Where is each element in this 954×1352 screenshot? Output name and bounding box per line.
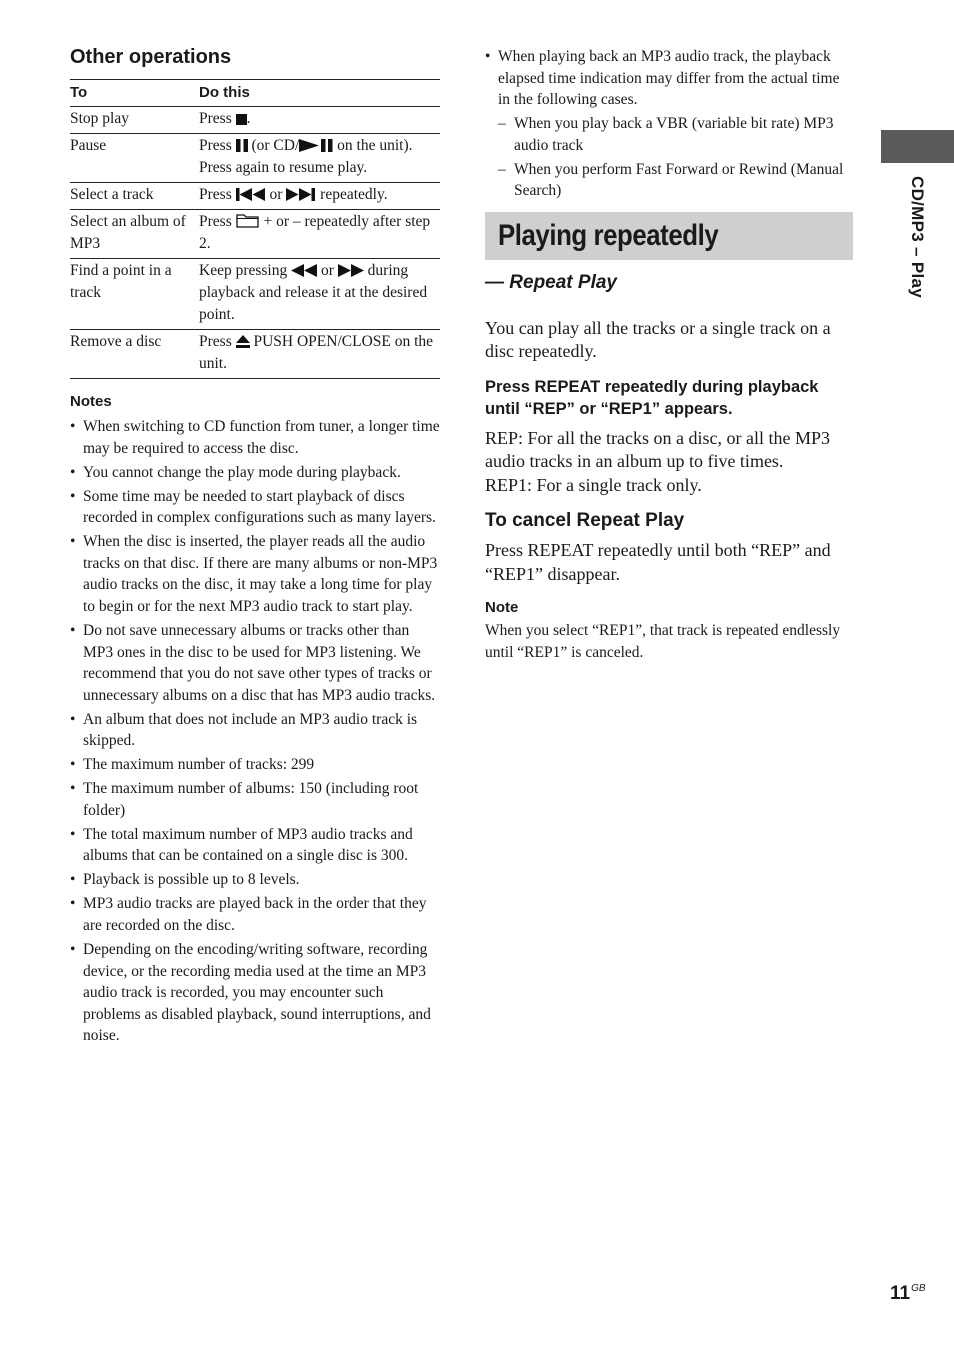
rep-description: REP: For all the tracks on a disc, or all the MP3 audio tracks in an album up to five times. [485,427,830,472]
column-header-to: To [70,80,199,107]
list-item: • The maximum number of albums: 150 (including root folder) [70,778,440,821]
table-row [70,210,440,259]
eject-icon [236,335,250,348]
list-item: • An album that does not include an MP3 audio track is skipped. [70,709,440,752]
rewind-icon [291,264,317,277]
section-title: Playing repeatedly [498,218,719,252]
note-heading: Note [485,599,519,617]
notes-list [70,416,440,1047]
list-item: • The total maximum number of MP3 audio tracks and albums that can be contained on a single disc is 300. [70,824,440,867]
note-paragraph: When you select “REP1”, that track is repeated endlessly until “REP1” is canceled. [485,622,841,661]
table-row [70,183,440,210]
list-item: • You cannot change the play mode during playback. [70,462,440,484]
play-pause-icon [299,139,333,152]
row-do-cell: Press PUSH OPEN/CLOSE on the unit. [199,330,440,379]
table-row [70,107,440,134]
list-item: • Depending on the encoding/writing software, recording device, or the recording media used at the time an MP3 audio track is recorded, you may encounter such problems as disabled playback, sound interruptions, and noise. [70,939,440,1047]
list-item: • Some time may be needed to start playback of discs recorded in complex configurations such as many layers. [70,486,440,529]
list-item: • Playback is possible up to 8 levels. [70,869,440,891]
next-track-icon [286,188,316,201]
previous-track-icon [236,188,266,201]
mp3-time-note [485,46,853,111]
other-operations-heading: Other operations [70,46,232,68]
right-column [485,46,853,663]
section-banner [485,212,853,260]
list-item: • MP3 audio tracks are played back in the order that they are recorded on the disc. [70,893,440,936]
table-row [70,259,440,330]
table-row [70,330,440,379]
row-do-cell: Press . [199,107,440,134]
row-to-cell: Stop play [70,107,199,134]
list-item: • The maximum number of tracks: 299 [70,754,440,776]
folder-icon [236,212,260,228]
page-region-suffix: GB [911,1283,926,1294]
side-section-label: CD/MP3 – Play [908,176,927,299]
section-tab-marker [881,130,954,163]
list-item: • When the disc is inserted, the player reads all the audio tracks on that disc. If there are many albums or non-MP3 audio tracks on the disc, it may take a long time for play to begin or for the next MP3 audio track to start play. [70,531,440,617]
page-number: $11^{GB}$ [890,1283,926,1304]
list-item: • When switching to CD function from tuner, a longer time may be required to access the disc. [70,416,440,459]
list-item: • When playing back an MP3 audio track, the playback elapsed time indication may differ from the actual time in the following cases. [485,46,853,111]
section-subtitle: — Repeat Play [485,271,617,293]
operations-table [70,79,440,379]
stop-icon [236,113,247,125]
cancel-paragraph: Press REPEAT repeatedly until both “REP” and “REP1” disappear. [485,540,831,584]
list-item: – When you perform Fast Forward or Rewind (Manual Search) [498,159,853,202]
row-to-cell: Select an album of MP3 [70,210,199,259]
row-to-cell: Remove a disc [70,330,199,379]
table-header-row [70,80,440,107]
row-do-cell: Press or repeatedly. [199,183,440,210]
instruction-step: Press REPEAT repeatedly during playback until “REP” or “REP1” appears. [485,377,819,418]
table-row [70,134,440,183]
left-column [70,44,440,1049]
pause-icon [236,139,248,152]
notes-heading: Notes [70,393,112,410]
fast-forward-icon [338,264,364,277]
intro-paragraph: You can play all the tracks or a single track on a disc repeatedly. [485,317,831,362]
rep1-description: REP1: For a single track only. [485,474,702,495]
row-to-cell: Pause [70,134,199,183]
cancel-heading: To cancel Repeat Play [485,510,685,532]
row-do-cell: Press (or CD/ on the unit). Press again to resume play. [199,134,440,183]
row-to-cell: Find a point in a track [70,259,199,330]
row-do-cell: Press + or – repeatedly after step 2. [199,210,440,259]
list-item: – When you play back a VBR (variable bit rate) MP3 audio track [498,113,853,156]
row-do-cell: Keep pressing or during playback and release it at the desired point. [199,259,440,330]
row-to-cell: Select a track [70,183,199,210]
list-item: • Do not save unnecessary albums or tracks other than MP3 ones in the disc to be used for MP3 listening. We recommend that you do not save other types of tracks or unnecessary albums on a disc that has MP3 audio tracks. [70,620,440,706]
column-header-do-this: Do this [199,80,440,107]
mp3-time-subitems [498,113,853,202]
